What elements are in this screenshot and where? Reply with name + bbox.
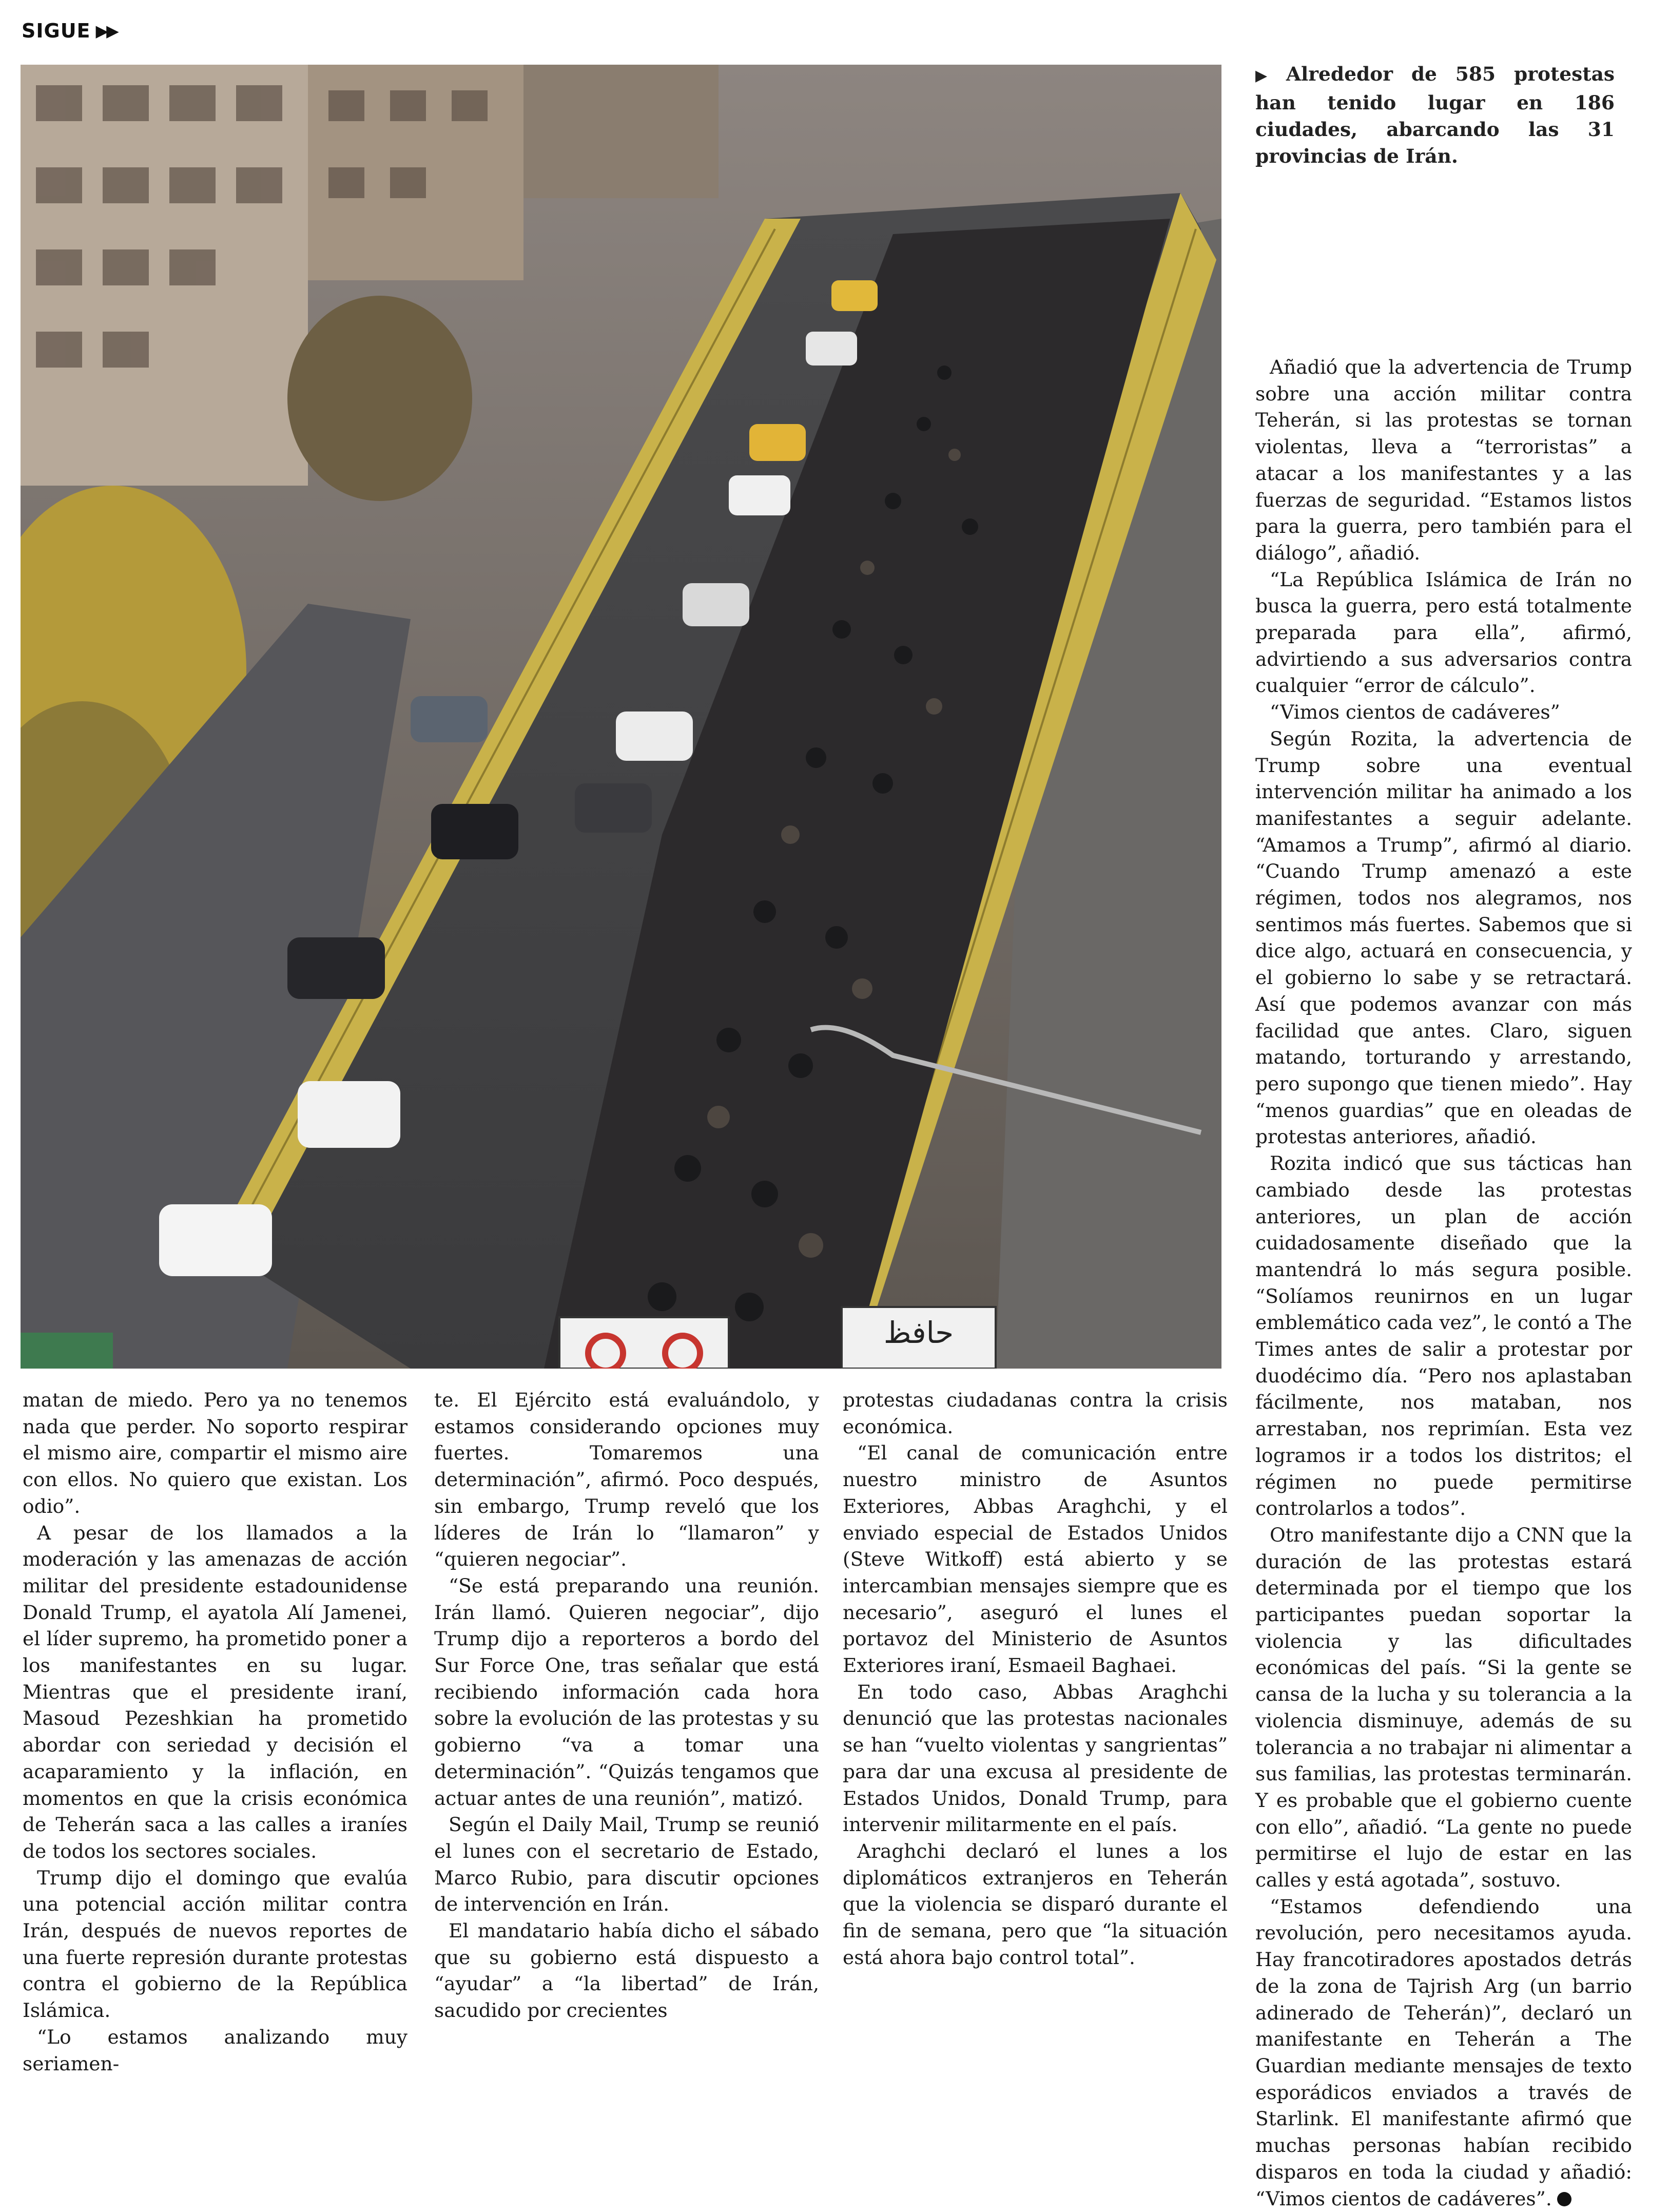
paragraph: A pesar de los llamados a la moderación y las amenazas de acción militar del presidente estadounidense Donald Trump, el ayatola Alí Jamenei, el líder supremo, ha prometido poner a los manifestantes en su lugar. Mientras que el presidente iraní, Masoud Pezeshkian ha prometido abordar con seriedad y decisión el acaparamiento y la inflación, en momentos en que la crisis económica de Teherán saca a las calles a iraníes de todos los sectores sociales.	[23, 1521, 407, 1862]
paragraph: En todo caso, Abbas Araghchi denunció que las protestas nacionales se han “vuelto violentas y sangrientas” para dar una excusa al presidente de Estados Unidos, Donald Trump, para intervenir militarmente en el país.	[843, 1680, 1228, 1836]
caption-text: Alrededor de 585 protestas han tenido lugar en 186 ciudades, abarcando las 31 provincias de Irán.	[1255, 63, 1615, 167]
paragraph: “Lo estamos analizando muy seriamen-	[23, 2025, 407, 2075]
column-2	[434, 1387, 819, 2024]
continuation-label	[22, 17, 117, 44]
column-3	[843, 1387, 1228, 1971]
paragraph: Añadió que la advertencia de Trump sobre una acción militar contra Teherán, si las protestas se tornan violentas, lleva a “terroristas” a atacar a los manifestantes y a las fuerzas de seguridad. “Estamos listos para la guerra, pero también para el diálogo”, añadió.	[1255, 356, 1632, 564]
paragraph-text: “Estamos defendiendo una revolución, pero necesitamos ayuda. Hay francotiradores apostados detrás de la zona de Tajrish Arg (un barrio adinerado de Teherán)”, declaró un manifestante en Teherán a The Guardian mediante mensajes de texto esporádicos enviados a través de Starlink. El manifestante afirmó que muchas personas habían recibido disparos en toda la ciudad y añadió: “Vimos cientos de cadáveres”.	[1255, 1895, 1632, 2210]
protest-photo-illustration	[21, 65, 1221, 1369]
paragraph: Araghchi declaró el lunes a los diplomáticos extranjeros en Teherán que la violencia se disparó durante el fin de semana, pero que “la situación está ahora bajo control total”.	[843, 1839, 1228, 1969]
paragraph: Según el Daily Mail, Trump se reunió el lunes con el secretario de Estado, Marco Rubio, para discutir opciones de intervención en Irán.	[434, 1813, 819, 1916]
paragraph: Otro manifestante dijo a CNN que la duración de las protestas estará determinada por el tiempo que los participantes puedan soportar la violencia y las dificultades económicas del país. “Si la gente se cansa de la lucha y su tolerancia a la violencia disminuye, además de su tolerancia a no trabajar ni alimentar a sus familias, las protestas terminarán. Y es probable que el gobierno cuente con ello”, añadió. “La gente no puede permitirse el lujo de estar en las calles y está agotada”, sostuvo.	[1255, 1523, 1632, 1892]
subheading: “Vimos cientos de cadáveres”	[1270, 701, 1560, 724]
paragraph: te. El Ejército está evaluándolo, y estamos considerando opciones muy fuertes. Tomaremos una determinación”, afirmó. Poco después, sin embargo, Trump reveló que los líderes de Irán lo “llamaron” y “quieren negociar”.	[434, 1389, 819, 1571]
paragraph: protestas ciudadanas contra la crisis económica.	[843, 1389, 1228, 1438]
double-arrow-icon: ▶▶	[95, 21, 117, 41]
paragraph: “La República Islámica de Irán no busca la guerra, pero está totalmente preparada para ella”, afirmó, advirtiendo a sus adversarios contra cualquier “error de cálculo”.	[1255, 568, 1632, 697]
paragraph: Rozita indicó que sus tácticas han cambiado desde las protestas anteriores, un plan de acción cuidadosamente diseñado que la mantendrá lo más segura posible. “Solíamos reunirnos en un lugar emblemático cada vez”, le contó a The Times antes de salir a protestar por duodécimo día. “Pero nos aplastaban fácilmente, nos mataban, nos arrestaban, nos reprimían. Esta vez logramos ir a todos los distritos; el régimen no puede permitirse controlarlos a todos”.	[1255, 1152, 1632, 1520]
photo-caption	[1255, 61, 1615, 169]
road-sign-text: حافظ	[883, 1315, 954, 1350]
paragraph: matan de miedo. Pero ya no tenemos nada que perder. No soporto respirar el mismo aire, compartir el mismo aire con ellos. No quiero que existan. Los odio”.	[23, 1389, 407, 1517]
end-of-article-icon	[1557, 2192, 1571, 2206]
paragraph	[1255, 1894, 1632, 2212]
column-1	[23, 1387, 407, 2077]
paragraph: Según Rozita, la advertencia de Trump sobre una eventual intervención militar ha animado a los manifestantes a seguir adelante. “Amamos a Trump”, afirmó al diario. “Cuando Trump amenazó a este régimen, todos nos alegramos, nos sentimos más fuertes. Sabemos que si dice algo, actuará en consecuencia, y el gobierno lo sabe y se retractará. Así que podemos avanzar con más facilidad que antes. Claro, siguen matando, torturando y arrestando, pero supongo que tienen miedo”. Hay “menos guardias” que en oleadas de protestas anteriores, añadió.	[1255, 727, 1632, 1148]
paragraph: Trump dijo el domingo que evalúa una potencial acción militar contra Irán, después de nuevos reportes de una fuerte represión durante protestas contra el gobierno de la República Islámica.	[23, 1866, 407, 2022]
sigue-text: SIGUE	[22, 20, 91, 42]
column-4	[1255, 354, 1632, 2212]
caption-arrow-icon: ▶	[1255, 67, 1279, 85]
protest-photo	[21, 65, 1221, 1369]
paragraph: “Se está preparando una reunión. Irán llamó. Quieren negociar”, dijo Trump dijo a reporteros a bordo del Sur Force One, tras señalar que está recibiendo información cada hora sobre la evolución de las protestas y su gobierno “va a tomar una determinación”. “Quizás tengamos que actuar antes de una reunión”, matizó.	[434, 1574, 819, 1810]
paragraph: El mandatario había dicho el sábado que su gobierno está dispuesto a “ayudar” a “la libertad” de Irán, sacudido por crecientes	[434, 1919, 819, 2022]
paragraph: “El canal de comunicación entre nuestro ministro de Asuntos Exteriores, Abbas Araghchi, y el enviado especial de Estados Unidos (Steve Witkoff) está abierto y se intercambian mensajes siempre que es necesario”, aseguró el lunes el portavoz del Ministerio de Asuntos Exteriores iraní, Esmaeil Baghaei.	[843, 1441, 1228, 1677]
